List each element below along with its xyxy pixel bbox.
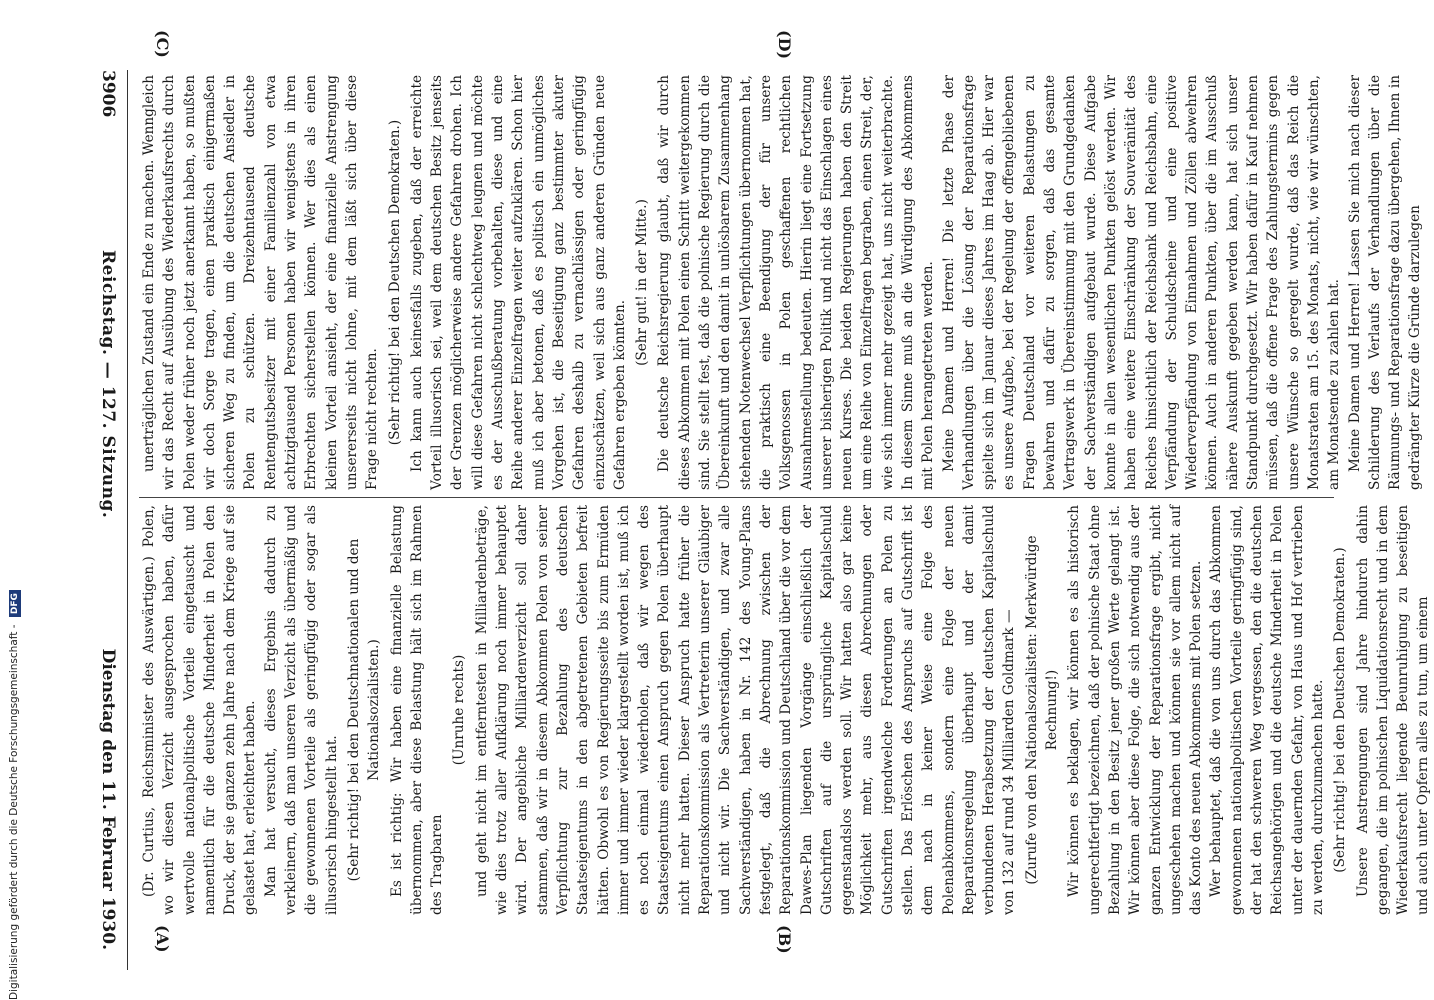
footer-credit xyxy=(8,0,21,1000)
paragraph: und geht nicht im entferntesten in Milliardenbeträge, wie dies trotz aller Aufklärung noch immer behauptet wird. Der angebliche Milliardenverzicht soll daher stammen, daß wir in diesem Abkommen Polen von seiner Verpflichtung zur Bezahlung des deutschen Staatseigentums in den abgetretenen Gebieten befreit hätten. Obwohl es von Regierungsseite bis zum Ermüden immer und immer wieder klargestellt worden ist, muß ich es noch einmal wiederholen, daß wir wegen des Staatseigentums einen Anspruch gegen Polen überhaupt nicht mehr hatten. Dieser Anspruch hatte früher die Reparationskommission als Vertreterin unserer Gläubiger und nicht wir. Die Sachverständigen, und zwar alle Sachverständigen, haben in Nr. 142 des Young-Plans festgelegt, daß die Abrechnung zwischen der Reparationskommission und Deutschland über die vor dem Dawes-Plan liegenden Vorgänge einschließlich der Gutschriften auf die ursprüngliche Kapitalschuld gegenstandslos werden soll. Wir hatten also gar keine Möglichkeit mehr, aus diesen Abrechnungen oder Gutschriften irgendwelche Forderungen an Polen zu stellen. Das Erlöschen des Anspruchs auf Gutschrift ist dem nach in keiner Weise eine Folge des Polenabkommens, sondern eine Folge der neuen Reparationsregelung überhaupt und der damit verbundenen Herabsetzung der deutschen Kapitalschuld von 132 auf rund 34 Milliarden Goldmark — xyxy=(473,505,1018,915)
margin-marker-d: (D) xyxy=(775,30,794,60)
interjection: (Sehr richtig! bei den Deutschnationalen und den Nationalsozialisten.) xyxy=(345,538,383,882)
footer-text: Digitalisierung gefördert durch die Deutsche Forschungsgemeinschaft - xyxy=(8,624,20,1000)
interjection: (Sehr gut! in der Mitte.) xyxy=(634,199,651,366)
paragraph: Meine Damen und Herren! Die letzte Phase der Verhandlungen über die Lösung der Reparationsfrage spielte sich im Januar dieses Jahres im Haag ab. Hier war es unsere Aufgabe, bei der Regelung der offengebliebenen Fragen Deutschland vor weiteren Belastungen zu bewahren und dafür zu sorgen, daß das gesamte Vertragswerk in Übereinstimmung mit den Grundgedanken der Sachverständigen aufgebaut wurde. Diese Aufgabe konnte in allen wesentlichen Punkten gelöst werden. Wir haben eine weitere Einschränkung der Souveränität des Reiches hinsichtlich der Reichsbank und Reichsbahn, eine Verpfändung der Schuldscheine und eine positive Wiederverpfändung von Einnahmen und Zöllen abwehren können. Auch in anderen Punkten, über die im Ausschuß nähere Auskunft gegeben werden kann, hat sich unser Standpunkt durchgesetzt. Wir haben dafür in Kauf nehmen müssen, daß die offene Frage des Zahlungstermins gegen unsere Wünsche so geregelt wurde, daß das Reich die Monatsraten am 15. des Monats, nicht, wie wir wünschten, am Monatsende zu zahlen hat. xyxy=(940,75,1343,490)
interjection: (Unruhe rechts) xyxy=(451,654,468,766)
paragraph: Meine Damen und Herren! Lassen Sie mich nach dieser Schilderung des Verlaufs der Verhandlungen über die Räumungs- und Reparationsfrage dazu übergehen, Ihnen in gedrängter Kürze die Gründe darzulegen xyxy=(1346,75,1424,490)
column-separator xyxy=(139,497,1334,498)
margin-marker-c: (C) xyxy=(153,30,172,58)
page-number: 3906 xyxy=(98,70,118,118)
paragraph: Unsere Anstrengungen sind Jahre hindurch dahin gegangen, die im polnischen Liquidationsrecht und in dem Wiederkaufsrecht liegende Beunruhigung zu beseitigen und auch unter Opfern alles zu tun, um einem xyxy=(1354,505,1432,915)
paragraph: Man hat versucht, dieses Ergebnis dadurch zu verkleinern, daß man unseren Verzicht als übermäßig und die gewonnenen Vorteile als geringfügig oder sogar als illusorisch hingestellt hat. xyxy=(262,505,340,915)
left-column xyxy=(139,505,1432,915)
paragraph: unerträglichen Zustand ein Ende zu machen. Wenngleich wir das Recht auf Ausübung des Wiederkaufsrechts durch Polen weder früher noch jetzt anerkannt haben, so mußten wir doch Sorge tragen, einen praktisch einigermaßen sicheren Weg zu finden, um die deutschen Ansiedler in Polen zu schützen. Dreizehntausend deutsche Rentengutsbesitzer mit einer Familienzahl von etwa achtzigtausend Personen haben wir wenigstens in ihren Erbrechten sicherstellen können. Wer dies als einen kleinen Vorteil ansieht, der eine finanzielle Anstrengung unsererseits nicht lohne, mit dem läßt sich über diese Frage nicht rechten. xyxy=(141,75,381,490)
paragraph: Die deutsche Reichsregierung glaubt, daß wir durch dieses Abkommen mit Polen einen Schritt weitergekommen sind. Sie stellt fest, daß die polnische Regierung durch die Übereinkunft und den damit in unlösbarem Zusammenhang stehenden Notenwechsel Verpflichtungen übernommen hat, die praktisch eine Beendigung der für unsere Volksgenossen in Polen geschaffenen rechtlichen Ausnahmestellung bedeuten. Hierin liegt eine Fortsetzung unserer bisherigen Politik und nicht das Einschlagen eines neuen Kurses. Die beiden Regierungen haben den Streit um eine Reihe von Einzelfragen begraben, einen Streit, der, wie sich immer mehr gezeigt hat, uns nicht weiterbrachte. In diesem Sinne muß an die Würdigung des Abkommens mit Polen herangetreten werden. xyxy=(656,75,937,490)
interjection: (Sehr richtig! bei den Deutschen Demokraten.) xyxy=(1332,547,1349,873)
paragraph: (Dr. Curtius, Reichsminister des Auswärtigen.) Polen, wo wir diesen Verzicht ausgesprochen haben, dafür wertvolle nationalpolitische Vorteile eingetauscht und namentlich für die deutsche Minderheit in Polen den Druck, der sie ganzen zehn Jahre nach dem Kriege auf sie gelastet hat, erleichtert haben. xyxy=(141,505,259,915)
interjection: (Sehr richtig! bei den Deutschen Demokraten.) xyxy=(386,119,403,446)
page-header xyxy=(92,70,118,970)
paragraph: Wir können es beklagen, wir können es als historisch ungerechtfertigt bezeichnen, daß der polnische Staat ohne Bezahlung in den Besitz jener großen Werte gelangt ist. Wir können aber diese Folge, die sich notwendig aus der ganzen Entwicklung der Reparationsfrage ergibt, nicht ungeschehen machen und können sie vor allem nicht auf das Konto des neuen Abkommens mit Polen setzen. xyxy=(1066,505,1205,915)
paragraph: Wer behauptet, daß die von uns durch das Abkommen gewonnenen nationalpolitischen Vorteile geringfügig sind, der hat den schweren Weg vergessen, den die deutschen Reichsangehörigen und die deutsche Minderheit in Polen unter der dauernden Gefahr, von Haus und Hof vertrieben zu werden, durchzumachen hatte. xyxy=(1208,505,1326,915)
paragraph: Es ist richtig: Wir haben eine finanzielle Belastung übernommen, aber diese Belastung hält sich im Rahmen des Tragbaren xyxy=(388,505,446,915)
right-column xyxy=(139,75,1424,490)
margin-marker-a: (A) xyxy=(153,925,172,953)
margin-marker-b: (B) xyxy=(775,925,794,954)
header-rule xyxy=(127,70,128,970)
session-date: Dienstag den 11. Februar 1930. xyxy=(98,648,118,950)
interjection: (Zurufe von den Nationalsozialisten: Merkwürdige Rechnung!) xyxy=(1023,535,1061,885)
session-title: Reichstag. — 127. Sitzung. xyxy=(98,250,118,519)
paragraph: Ich kann auch keinesfalls zugeben, daß der erreichte Vorteil illusorisch sei, weil dem deutschen Besitz jenseits der Grenzen möglicherweise andere Gefahren drohen. Ich will diese Gefahren nicht schlechtweg leugnen und möchte es der Ausschußberatung vorbehalten, diese und eine Reihe anderer Einzelfragen weiter aufzuklären. Schon hier muß ich aber betonen, daß es politisch ein unmögliches Vorgehen ist, die Beseitigung ganz bestimmter akuter Gefahren deshalb zu vernachlässigen oder geringfügig einzuschätzen, weil sich aus ganz anderen Gründen neue Gefahren ergeben könnten. xyxy=(408,75,628,490)
dfg-logo: DFG xyxy=(9,590,21,617)
